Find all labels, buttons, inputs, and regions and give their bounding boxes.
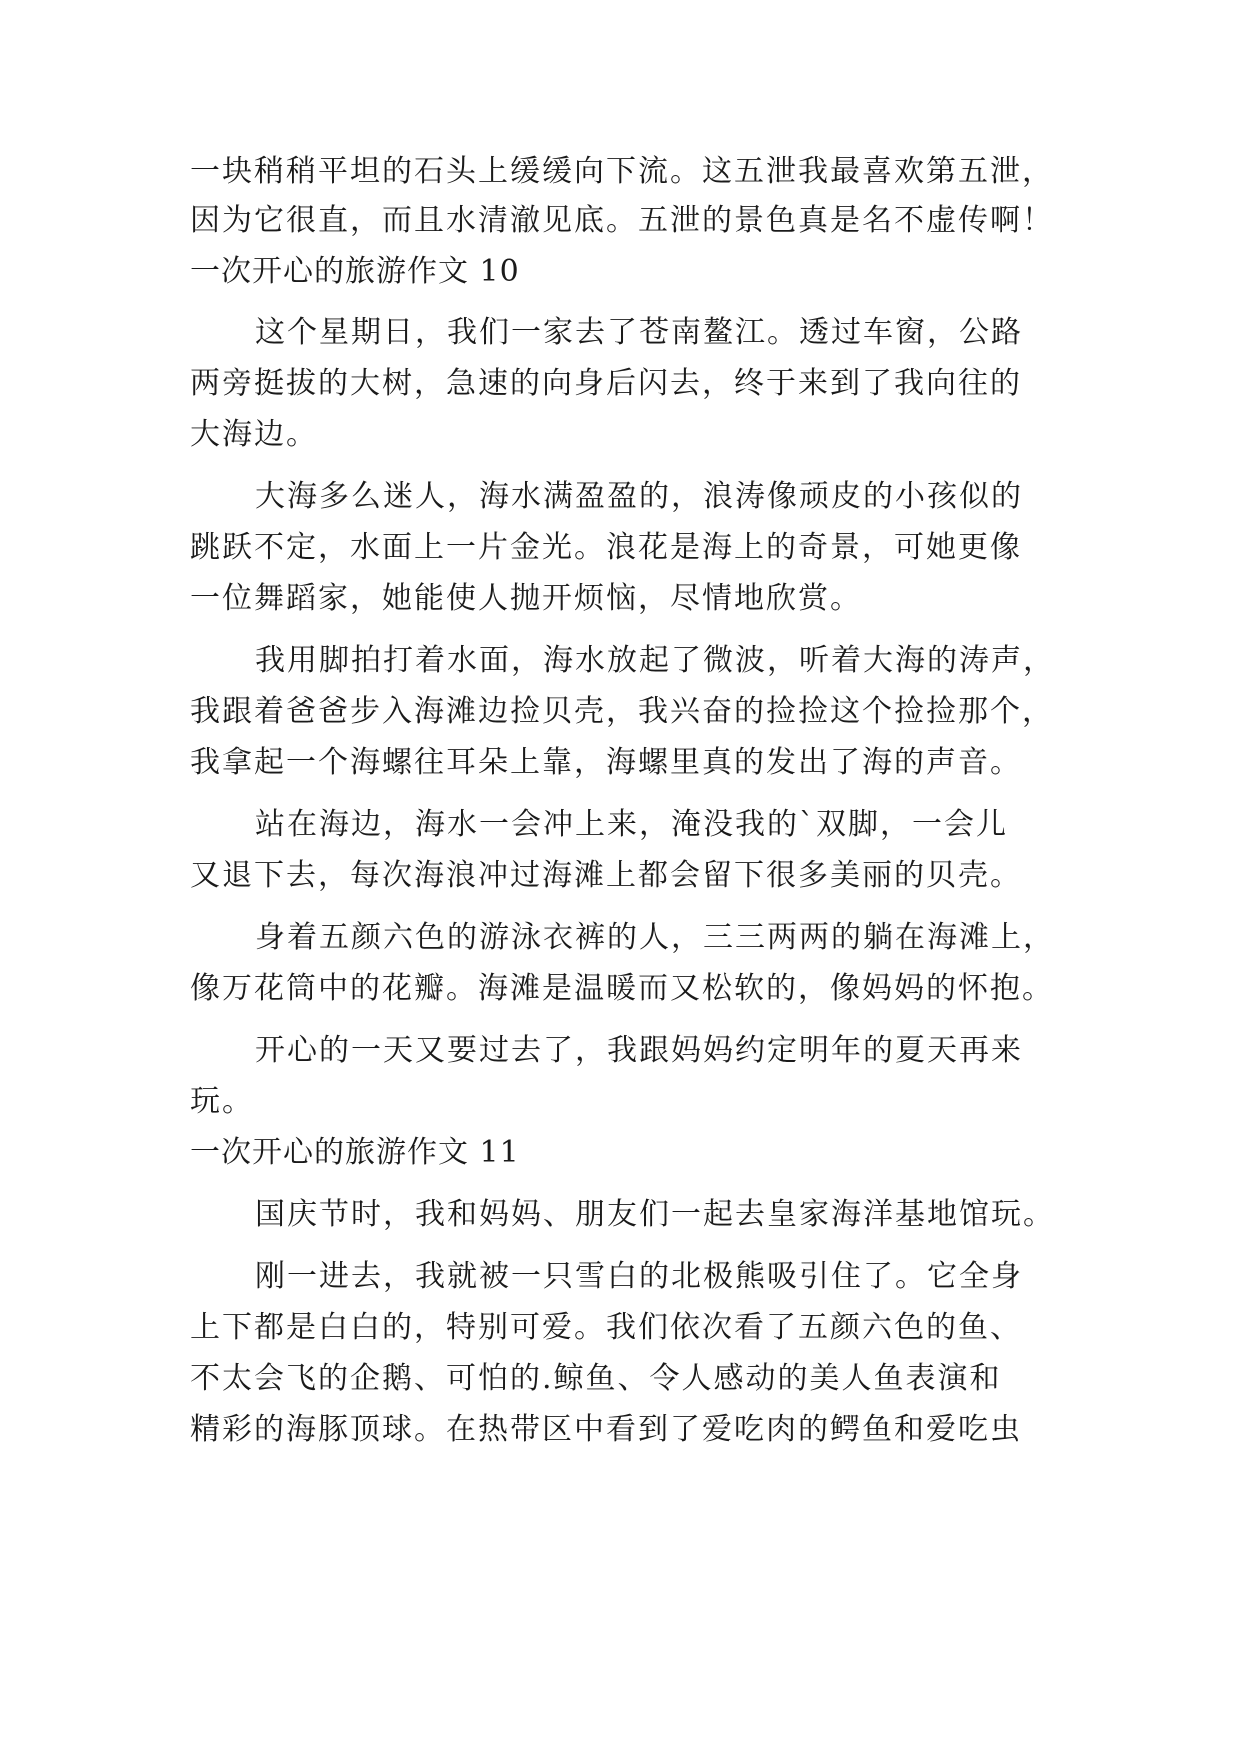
text-line: 因为它很直，而且水清澈见底。五泄的景色真是名不虚传啊！: [190, 203, 1054, 238]
text-line: 两旁挺拔的大树，急速的向身后闪去，终于来到了我向往的: [190, 366, 1022, 401]
paragraph-first-line: 站在海边，海水一会冲上来，淹没我的`双脚，一会儿: [255, 807, 1008, 842]
text-line: 一位舞蹈家，她能使人抛开烦恼，尽情地欣赏。: [190, 581, 862, 616]
paragraph-first-line: 大海多么迷人，海水满盈盈的，浪涛像顽皮的小孩似的: [255, 479, 1023, 514]
paragraph-first-line: 这个星期日，我们一家去了苍南鳌江。透过车窗，公路: [255, 315, 1023, 350]
text-line: 上下都是白白的，特别可爱。我们依次看了五颜六色的鱼、: [190, 1310, 1022, 1345]
paragraph-first-line: 刚一进去，我就被一只雪白的北极熊吸引住了。它全身: [255, 1259, 1023, 1294]
section-heading: 一次开心的旅游作文 11: [190, 1135, 520, 1170]
text-line: 我跟着爸爸步入海滩边捡贝壳，我兴奋的捡捡这个捡捡那个，: [190, 694, 1054, 729]
text-line: 大海边。: [190, 417, 318, 452]
section-heading: 一次开心的旅游作文 10: [190, 254, 520, 289]
text-line: 一块稍稍平坦的石头上缓缓向下流。这五泄我最喜欢第五泄，: [190, 154, 1054, 189]
text-line: 又退下去，每次海浪冲过海滩上都会留下很多美丽的贝壳。: [190, 858, 1022, 893]
paragraph-first-line: 身着五颜六色的游泳衣裤的人，三三两两的躺在海滩上，: [255, 920, 1055, 955]
paragraph-first-line: 国庆节时，我和妈妈、朋友们一起去皇家海洋基地馆玩。: [255, 1197, 1055, 1232]
text-line: 我拿起一个海螺往耳朵上靠，海螺里真的发出了海的声音。: [190, 745, 1022, 780]
text-line: 像万花筒中的花瓣。海滩是温暖而又松软的，像妈妈的怀抱。: [190, 971, 1054, 1006]
text-line: 玩。: [190, 1084, 254, 1119]
paragraph-first-line: 开心的一天又要过去了，我跟妈妈约定明年的夏天再来: [255, 1033, 1023, 1068]
text-line: 精彩的海豚顶球。在热带区中看到了爱吃肉的鳄鱼和爱吃虫: [190, 1412, 1022, 1447]
text-line: 跳跃不定，水面上一片金光。浪花是海上的奇景，可她更像: [190, 530, 1022, 565]
paragraph-first-line: 我用脚拍打着水面，海水放起了微波，听着大海的涛声，: [255, 643, 1055, 678]
text-line: 不太会飞的企鹅、可怕的.鲸鱼、令人感动的美人鱼表演和: [190, 1361, 1002, 1396]
